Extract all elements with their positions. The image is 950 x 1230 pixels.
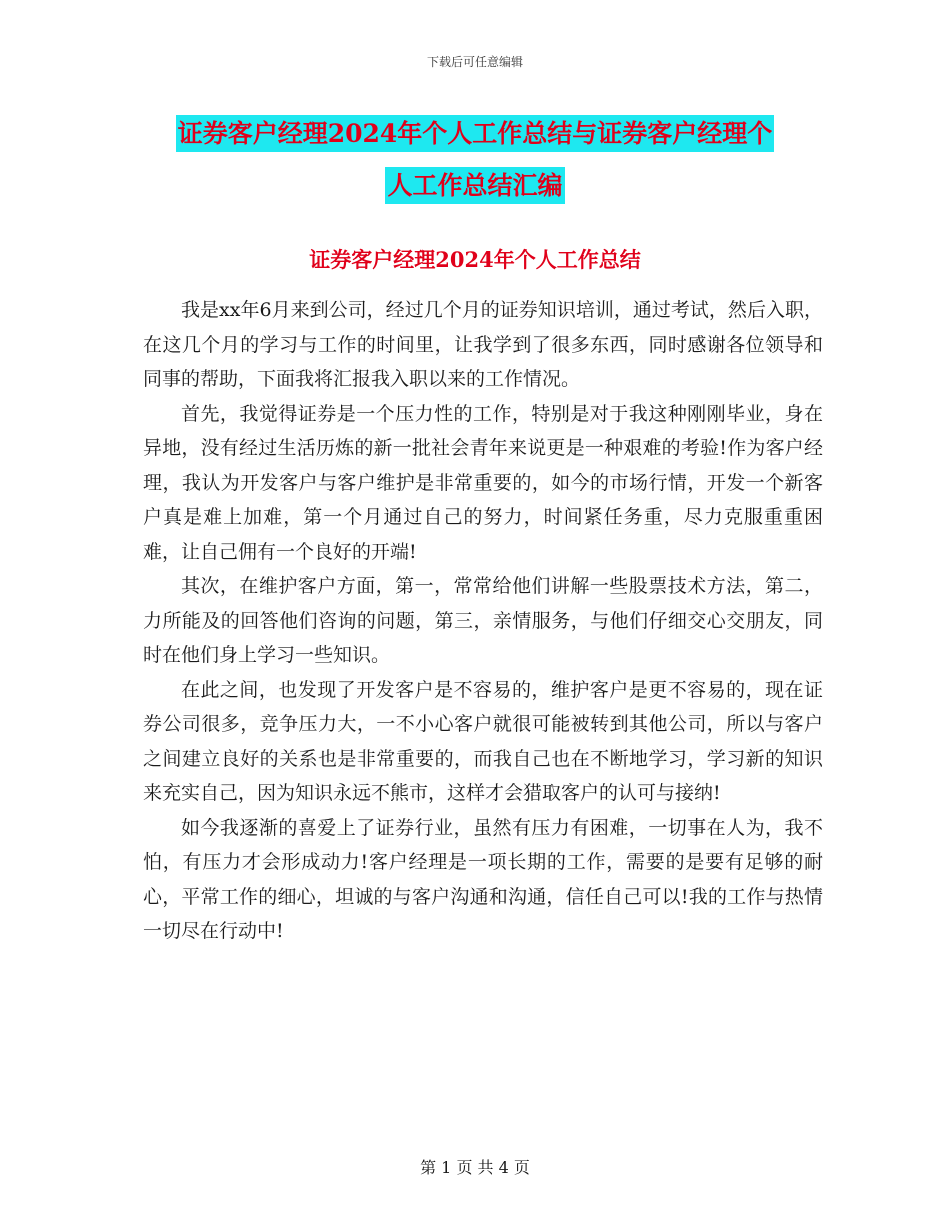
paragraph-5: 如今我逐渐的喜爱上了证券行业，虽然有压力有困难，一切事在人为，我不怕，有压力才会形成动力!客户经理是一项长期的工作，需要的是要有足够的耐心，平常工作的细心，坦诚的与客户沟通和沟通，信任自己可以!我的工作与热情一切尽在行动中! [143,816,823,942]
header-note: 下载后可任意编辑 [426,55,523,69]
paragraph-1: 我是xx年6月来到公司，经过几个月的证券知识培训，通过考试，然后入职，在这几个月的学习与工作的时间里，让我学到了很多东西，同时感谢各位领导和同事的帮助，下面我将汇报我入职以来的工作情况。 [143,299,823,390]
document-title [0,108,950,212]
paragraph-3: 其次，在维护客户方面，第一，常常给他们讲解一些股票技术方法，第二，力所能及的回答他们咨询的问题，第三，亲情服务，与他们仔细交心交朋友，同时在他们身上学习一些知识。 [143,575,823,666]
paragraph-2: 首先，我觉得证券是一个压力性的工作，特别是对于我这种刚刚毕业，身在异地，没有经过生活历炼的新一批社会青年来说更是一种艰难的考验!作为客户经理，我认为开发客户与客户维护是非常重要的，如今的市场行情，开发一个新客户真是难上加难，第一个月通过自己的努力，时间紧任务重，尽力克服重重困难，让自己佣有一个良好的开端! [143,402,823,563]
section-title: 证券客户经理2024年个人工作总结 [309,247,641,272]
document-title-line-2: 人工作总结汇编 [385,167,564,204]
paragraph-4: 在此之间，也发现了开发客户是不容易的，维护客户是更不容易的，现在证券公司很多，竞争压力大，一不小心客户就很可能被转到其他公司，所以与客户之间建立良好的关系也是非常重要的，而我自己也在不断地学习，学习新的知识来充实自己，因为知识永远不熊市，这样才会猎取客户的认可与接纳! [143,678,823,804]
body-text [143,293,823,949]
document-title-line-1: 证券客户经理2024年个人工作总结与证券客户经理个 [176,115,775,152]
page-footer: 第 1 页 共 4 页 [420,1158,530,1177]
